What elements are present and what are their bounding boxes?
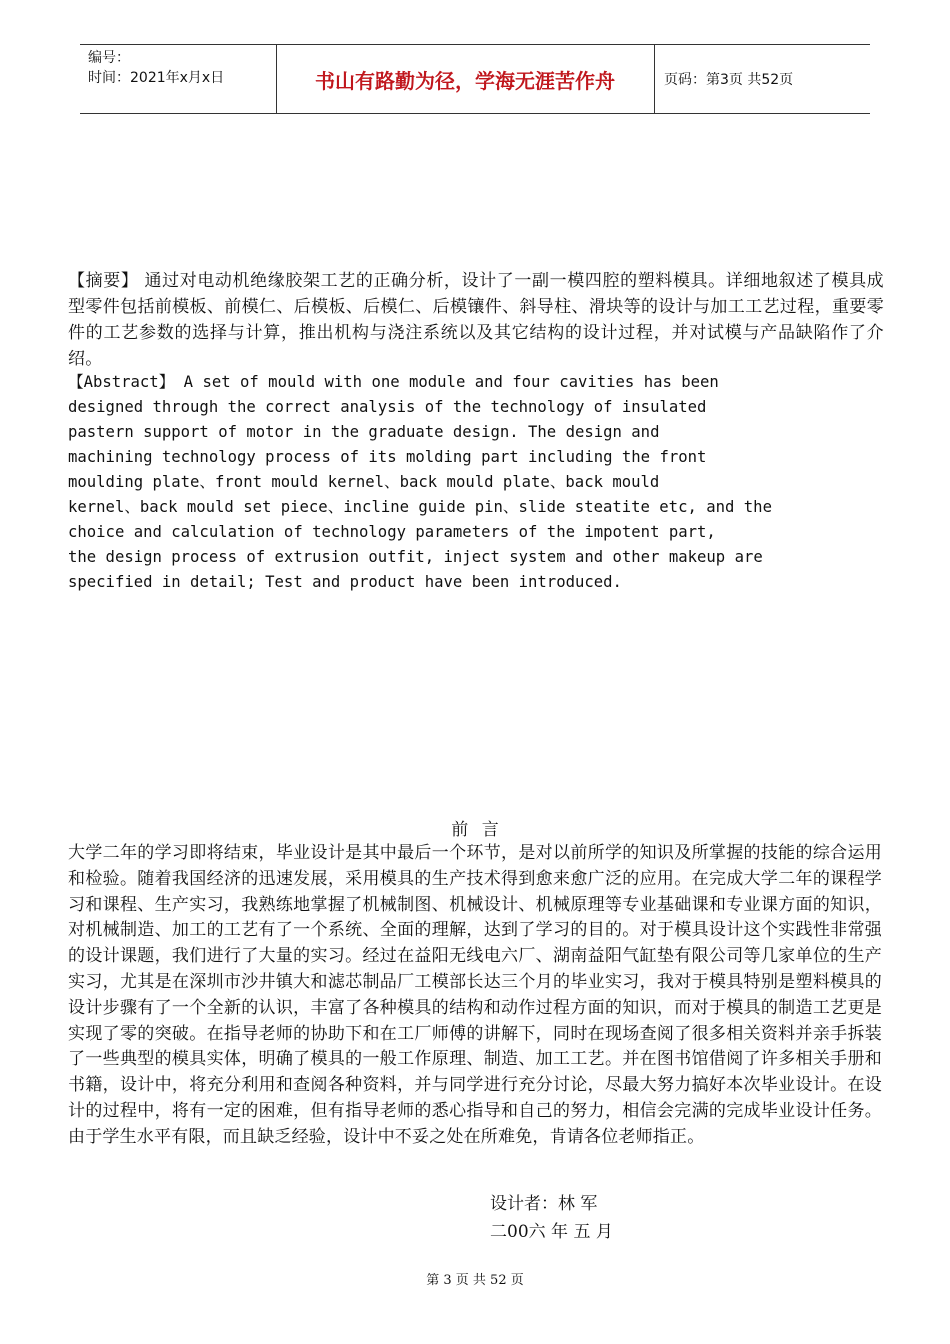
header-divider-right xyxy=(654,44,655,114)
abstract-en-line: specified in detail; Test and product have been introduced. xyxy=(68,573,622,591)
preface-title: 前 言 xyxy=(451,820,499,840)
date-line: 二00六 年 五 月 xyxy=(490,1222,613,1242)
abstract-en-line: choice and calculation of technology parameters of the impotent part, xyxy=(68,523,716,541)
abstract-chinese: 【摘要】 通过对电动机绝缘胶架工艺的正确分析，设计了一副一模四腔的塑料模具。详细地叙述了模具成型零件包括前模板、前模仁、后模板、后模仁、后模镶件、斜导柱、滑块等的设计与加工工艺过程，重要零件的工艺参数的选择与计算，推出机构与浇注系统以及其它结构的设计过程，并对试模与产品缺陷作了介绍。 xyxy=(68,271,884,369)
abstract-en-line: machining technology process of its molding part including the front xyxy=(68,448,707,466)
page-header xyxy=(80,44,870,114)
abstract-english xyxy=(68,370,828,595)
designer-line: 设计者：林 军 xyxy=(490,1194,598,1214)
abstract-en-line: the design process of extrusion outfit, inject system and other makeup are xyxy=(68,548,763,566)
abstract-en-line: kernel、back mould set piece、incline guide pin、slide steatite etc, and the xyxy=(68,498,772,516)
signature-block xyxy=(490,1190,613,1246)
preface-body: 大学二年的学习即将结束，毕业设计是其中最后一个环节，是对以前所学的知识及所掌握的技能的综合运用和检验。随着我国经济的迅速发展，采用模具的生产技术得到愈来愈广泛的应用。在完成大学二年的课程学习和课程、生产实习，我熟练地掌握了机械制图、机械设计、机械原理等专业基础课和专业课方面的知识，对机械制造、加工的工艺有了一个系统、全面的理解，达到了学习的目的。对于模具设计这个实践性非常强的设计课题，我们进行了大量的实习。经过在益阳无线电六厂、湖南益阳气缸垫有限公司等几家单位的生产实习，尤其是在深圳市沙井镇大和滤芯制品厂工模部长达三个月的毕业实习，我对于模具特别是塑料模具的设计步骤有了一个全新的认识，丰富了各种模具的结构和动作过程方面的知识，而对于模具的制造工艺更是实现了零的突破。在指导老师的协助下和在工厂师傅的讲解下，同时在现场查阅了很多相关资料并亲手拆装了一些典型的模具实体，明确了模具的一般工作原理、制造、加工工艺。并在图书馆借阅了许多相关手册和书籍，设计中，将充分利用和查阅各种资料，并与同学进行充分讨论，尽最大努力搞好本次毕业设计。在设计的过程中，将有一定的困难，但有指导老师的悉心指导和自己的努力，相信会完满的完成毕业设计任务。由于学生水平有限，而且缺乏经验，设计中不妥之处在所难免，肯请各位老师指正。 xyxy=(68,843,882,1147)
page-footer: 第 3 页 共 52 页 xyxy=(426,1273,524,1288)
number-label: 编号： xyxy=(88,50,130,66)
header-page-label: 页码：第3页 共52页 xyxy=(664,72,794,88)
header-meta xyxy=(88,48,224,88)
abstract-en-line: pastern support of motor in the graduate design. The design and xyxy=(68,423,660,441)
time-label: 时间：2021年x月x日 xyxy=(88,70,225,86)
abstract-en-line: 【Abstract】 A set of mould with one module and four cavities has been xyxy=(68,373,719,391)
header-motto: 书山有路勤为径，学海无涯苦作舟 xyxy=(315,68,615,93)
abstract-en-line: moulding plate、front mould kernel、back mould plate、back mould xyxy=(68,473,660,491)
abstract-en-line: designed through the correct analysis of the technology of insulated xyxy=(68,398,707,416)
